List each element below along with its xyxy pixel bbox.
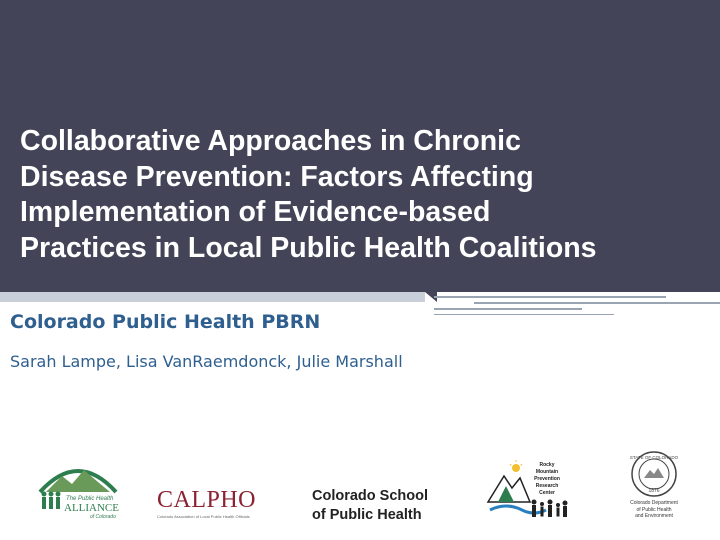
divider-line	[434, 296, 666, 298]
alliance-line2: ALLIANCE	[64, 502, 119, 514]
alliance-line3: of Colorado	[90, 514, 116, 520]
slide-title: Collaborative Approaches in Chronic Disease Prevention: Factors Affecting Implementation of Evidence-based Practices in Local Public Health Coalitions	[20, 125, 597, 264]
seal-year: 1876	[648, 488, 660, 494]
state-seal-icon	[622, 450, 686, 498]
divider-bar	[0, 292, 425, 302]
slide-authors: Sarah Lampe, Lisa VanRaemdonck, Julie Marshall	[10, 352, 403, 371]
seal-ring-text: STATE OF COLORADO	[629, 455, 679, 460]
cdphe-name: Colorado Department of Public Health and Environment	[630, 500, 678, 519]
slide-subtitle: Colorado Public Health PBRN	[10, 311, 321, 333]
alliance-emblem-icon	[36, 456, 120, 522]
calpho-logo	[157, 488, 265, 522]
alliance-line1: The Public Health	[66, 496, 114, 502]
colorado-school-logo	[312, 487, 442, 525]
school-name: Colorado School of Public Health	[312, 488, 428, 523]
alliance-logo	[36, 456, 120, 522]
calpho-name: CALPHO	[157, 487, 257, 513]
calpho-tagline: Colorado Association of Local Public Health Officials	[157, 514, 250, 519]
rocky-mountain-logo	[486, 458, 576, 524]
divider-line	[434, 314, 614, 315]
divider-line	[434, 308, 582, 310]
cdphe-seal-logo	[622, 450, 686, 526]
divider-lines	[434, 292, 720, 322]
divider-line	[474, 302, 720, 304]
rocky-mountain-name: Rocky Mountain Prevention Research Center	[534, 462, 560, 496]
